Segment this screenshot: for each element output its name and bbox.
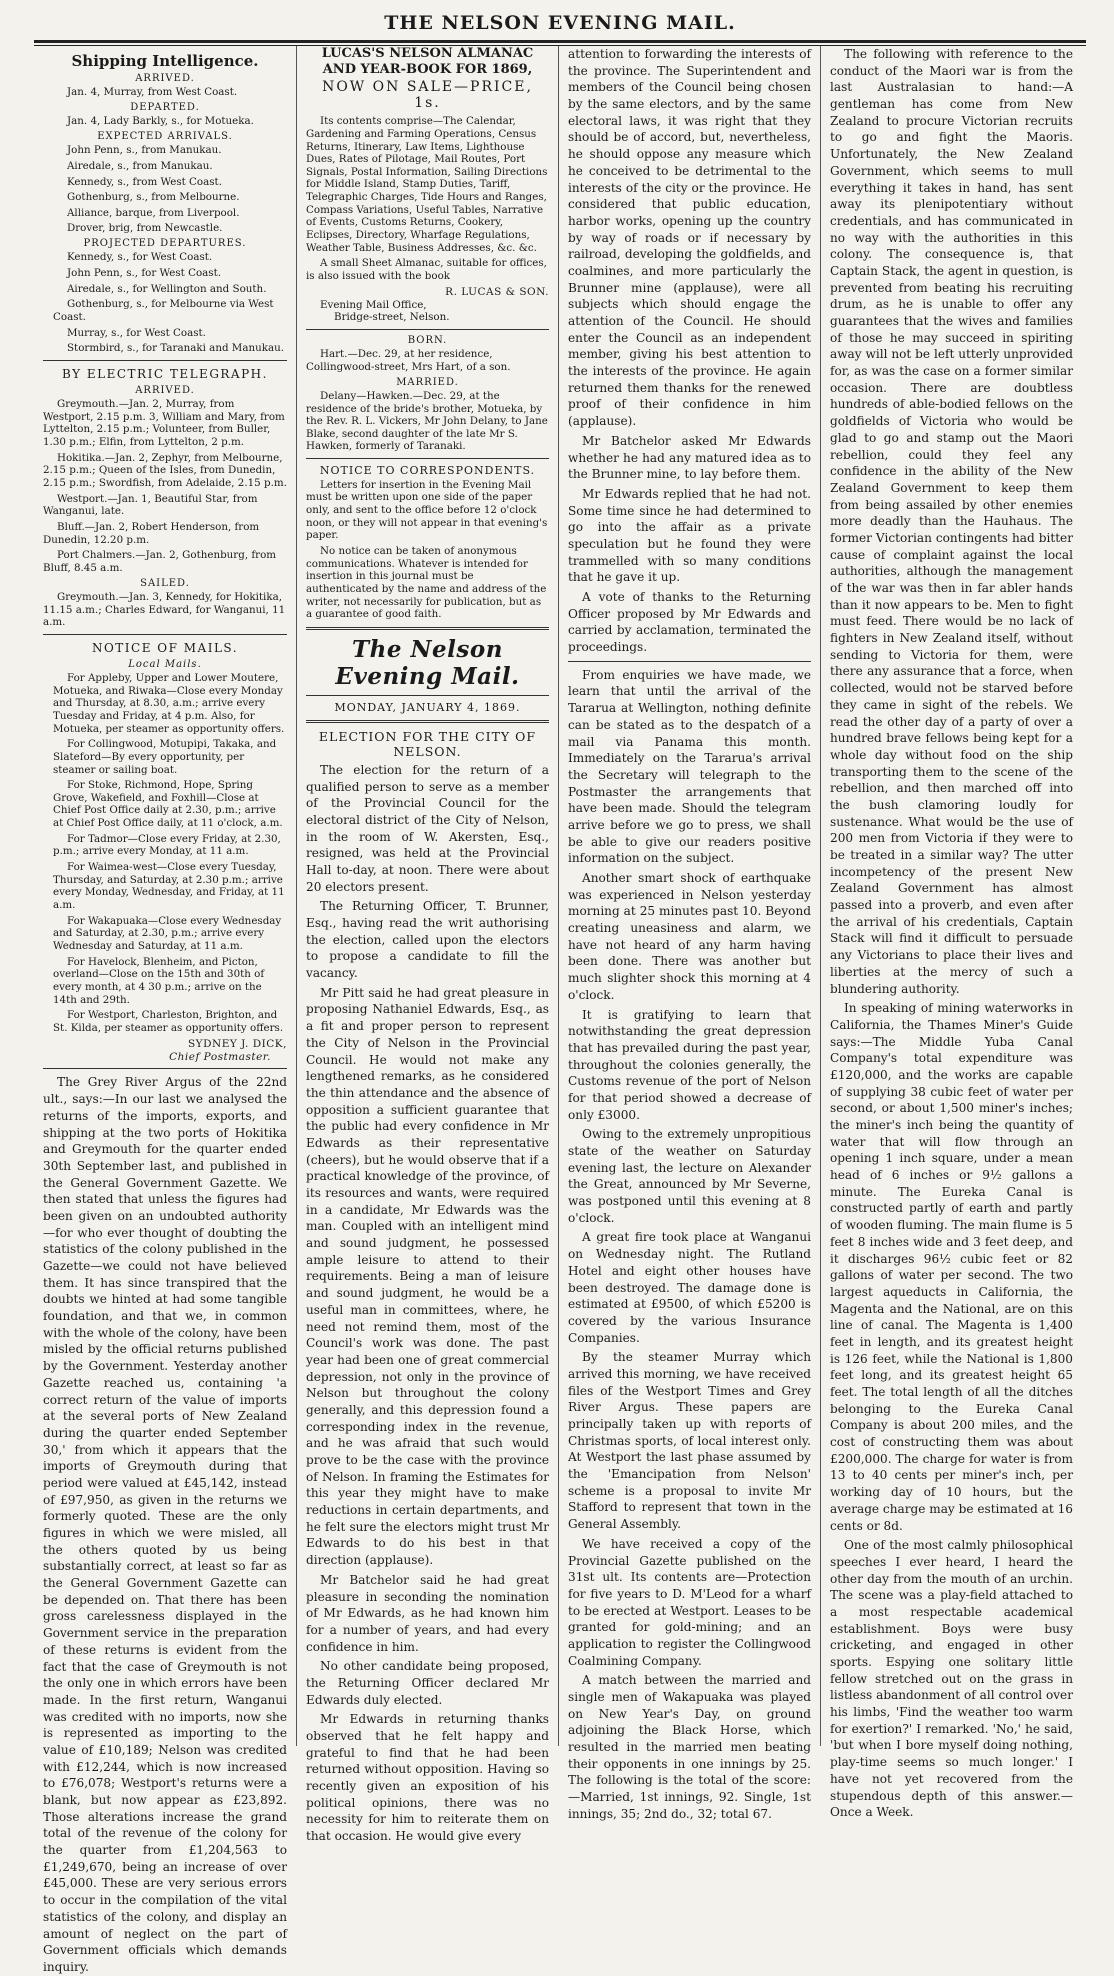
almanac-office: Evening Mail Office, xyxy=(320,298,427,311)
column-4 xyxy=(820,46,1082,1820)
list-item: Jan. 4, Lady Barkly, s., for Motueka. xyxy=(67,115,254,128)
arrived-heading: ARRIVED. xyxy=(135,73,195,84)
list-item: John Penn, s., for West Coast. xyxy=(67,267,221,280)
married-heading: MARRIED. xyxy=(396,376,459,388)
article-paragraph: Mr Batchelor asked Mr Edwards whether he had any matured idea as to the Brunner mine, to lay before them. xyxy=(568,433,811,482)
election-article xyxy=(306,762,549,1845)
list-item: Alliance, barque, from Liverpool. xyxy=(67,206,240,219)
telegraph-heading: BY ELECTRIC TELEGRAPH. xyxy=(62,367,268,382)
issue-date: MONDAY, JANUARY 4, 1869. xyxy=(334,700,521,714)
list-item: Hokitika.—Jan. 2, Zephyr, from Melbourne, 2.15 p.m.; Queen of the Isles, from Dunedin, 2.15 p.m.; Swordfish, from Adelaide, 2.15 p.m. xyxy=(43,451,287,490)
born-notice: Hart.—Dec. 29, at her residence, Collingwood-street, Mrs Hart, of a son. xyxy=(306,348,511,373)
article-paragraph: It is gratifying to learn that notwithstanding the great depression that has prevailed during the past year, throughout the colonies generally, the Customs revenue of the port of Nelson for that period showed a decrease of only £3000. xyxy=(568,1007,811,1122)
list-item: For Westport, Charleston, Brighton, and St. Kilda, per steamer as opportunity offers. xyxy=(53,1009,284,1034)
notices-block xyxy=(306,335,549,621)
election-continued xyxy=(568,46,811,656)
article-paragraph: One of the most calmly philosophical speeches I ever heard, I heard the other day from the mouth of an urchin. The scene was a play-field attached to a most respectable academical establishment. Boys were busy cricketing, and engaged in other sports. Espying one solitary little fellow stretched out on the grass in listless abandonment of all control over his limbs, 'Find the weather too warm for exertion?' I remarked. 'No,' he said, 'but when I bore myself doing nothing, play-time seems so much longer.' I have not yet recovered from the stupendous depth of this answer.—Once a Week. xyxy=(830,1538,1073,1820)
list-item: John Penn, s., from Manukau. xyxy=(67,144,222,157)
grey-river-article xyxy=(43,1074,287,1975)
correspondents-heading: NOTICE TO CORRESPONDENTS. xyxy=(319,464,536,478)
article-paragraph: In speaking of mining waterworks in California, the Thames Miner's Guide says:—The Middle Yuba Canal Company's total expenditure was £120,000, and the works are capable of supplying 38 cubic feet of water per second, or about 1,500 miner's inches; the miner's inch being the quantity of water that will flow through an opening 1 inch square, under a mean head of 6 inches or 9½ gallons a minute. The Eureka Canal is constructed partly of earth and partly of wooden fluming. The main flume is 5 feet 8 inches wide and 3 feet deep, and it discharges 96½ cubic feet or 82 gallons of water per second. The two largest aqueducts in California, the Magenta and the National, are on this line of canal. The Magenta is 1,400 feet in length, and its greatest height is 126 feet, while the National is 1,800 feet long, and its greatest height 65 feet. The total length of all the ditches belonging to the Eureka Canal Company is about 200 miles, and the cost of constructing them was about £200,000. The charge for water is from 13 to 40 cents per miner's inch, per working day of 10 hours, but the average charge may be estimated at 16 cents or 8d. xyxy=(830,1001,1074,1533)
article-paragraph: From enquiries we have made, we learn that until the arrival of the Tararua at Wellington, nothing definite can be stated as to the despatch of a mail via Panama this month. Immediately on the Tararua's arrival the Secretary will telegraph to the Postmaster the arrangements that have been made. Should the telegram arrive before we go to press, we shall be able to give our readers positive information on the subject. xyxy=(568,667,811,866)
list-item: Murray, s., for West Coast. xyxy=(67,326,206,339)
news-items xyxy=(568,667,811,1823)
list-item: For Wakapuaka—Close every Wednesday and Saturday, at 2.30, p.m.; arrive every Wednesday and Saturday, at 11 a.m. xyxy=(53,914,282,953)
list-item: For Havelock, Blenheim, and Picton, overland—Close on the 15th and 30th of every month, at 4 30 p.m.; arrive on the 14th and 29th. xyxy=(53,955,265,1006)
list-item: Stormbird, s., for Taranaki and Manukau. xyxy=(67,342,285,355)
article-paragraph: attention to forwarding the interests of the province. The Superintendent and members of the Council being chosen by the same electors, and by the same electoral laws, it was right that they should be of accord, but, nevertheless, he should oppose any measure which he conceived to be detrimental to the interests of the city or the province. He considered that public education, harbor works, opening up the country by way of roads or if necessary by railroad, developing the goldfields, and coalmines, and more particularly the Brunner mine (applause), were all subjects which should engage the attention of the Council. He should enter the Council as an independent member, giving his best attention to the interests of the province. He again returned them thanks for the renewed proof of their confidence in him (applause). xyxy=(568,47,811,429)
married-notice: Delany—Hawken.—Dec. 29, at the residence of the bride's brother, Motueka, by the Rev. R. L. Vickers, Mr John Delany, to Jane Blake, second daughter of the late Mr S. Hawken, formerly of Taranaki. xyxy=(306,389,548,453)
article-paragraph: The Returning Officer, T. Brunner, Esq., having read the writ authorising the election, called upon the electors to propose a candidate to fill the vacancy. xyxy=(306,899,549,981)
list-item: Bluff.—Jan. 2, Robert Henderson, from Dunedin, 12.20 p.m. xyxy=(43,520,260,546)
divider xyxy=(43,1068,287,1069)
divider xyxy=(306,329,549,330)
list-item: Greymouth.—Jan. 3, Kennedy, for Hokitika, 11.15 a.m.; Charles Edward, for Wanganui, 11 a.m. xyxy=(43,590,286,629)
mails-heading: NOTICE OF MAILS. xyxy=(91,640,239,655)
shipping-block xyxy=(43,73,287,1063)
divider xyxy=(306,627,549,630)
almanac-body: Its contents comprise—The Calendar, Gardening and Farming Operations, Census Returns, Itinerary, Law Items, Lighthouse Dues, Rates of Pilotage, Mail Routes, Port Signals, Postal Information, Sailing Directions for Middle Island, Stamp Duties, Tariff, Telegraphic Charges, Tide Hours and Ranges, Compass Variations, Useful Tables, Narrative of Events, Customs Returns, Cookery, Eclipses, Directory, Wharfage Regulations, Weather Table, Business Addresses, &c. &c. xyxy=(306,115,548,254)
divider xyxy=(43,360,287,361)
departed-heading: DEPARTED. xyxy=(130,101,200,113)
almanac-street: Bridge-street, Nelson. xyxy=(334,311,450,324)
article-paragraph: A match between the married and single men of Wakapuaka was played on New Year's Day, on ground adjoining the Black Horse, which resulted in the married men beating their opponents in one innings by 25. The following is the total of the score:—Married, 1st innings, 92. Single, 1st innings, 35; 2nd do., 32; total 67. xyxy=(568,1673,811,1821)
article-paragraph: Mr Batchelor said he had great pleasure in seconding the nomination of Mr Edwards, as he had known him for a number of years, and had every confidence in him. xyxy=(306,1572,549,1654)
correspondents-notice: No notice can be taken of anonymous communications. Whatever is intended for insertion in this journal must be authenticated by the name and address of the writer, not necessarily for publication, but as a guarantee of good faith. xyxy=(306,544,547,621)
divider xyxy=(306,720,549,723)
divider xyxy=(568,661,811,662)
almanac-small: A small Sheet Almanac, suitable for offices, is also issued with the book xyxy=(306,257,547,283)
column-4-articles xyxy=(830,46,1073,1821)
article-paragraph: We have received a copy of the Provincial Gazette published on the 31st ult. Its contents are—Protection for five years to D. M'Leod for a wharf to be erected at Westport. Leases to be granted for gold-mining; and an application to register the Collingwood Coalmining Company. xyxy=(568,1536,811,1668)
local-mails-heading: Local Mails. xyxy=(128,658,202,670)
article-paragraph: By the steamer Murray which arrived this morning, we have received files of the Westport Times and Grey River Argus. These papers are principally taken up with reports of Christmas sports, of local interest only. At Westport the last phase assumed by the 'Emancipation from Nelson' scheme is a proposal to invite Mr Stafford to represent that town in the General Assembly. xyxy=(568,1350,811,1532)
masthead: THE NELSON EVENING MAIL. xyxy=(384,12,736,34)
born-heading: BORN. xyxy=(407,334,448,346)
article-paragraph: The Grey River Argus of the 22nd ult., says:—In our last we analysed the returns of the imports, exports, and shipping at the two ports of Hokitika and Greymouth for the quarter ended 30th September last, and published in the General Government Gazette. We then stated that unless the figures had been given on an undoubted authority—for who ever thought of doubting the statistics of the colony published in the Gazette—we could not have believed them. It has since transpired that the doubts we hinted at had some tangible foundation, and that we, in common with the whole of the colony, have been misled by the official returns published by the Government. Yesterday another Gazette reached us, containing 'a correct return of the value of imports at the several ports of New Zealand during the quarter ended September 30,' from which it appears that the imports of Greymouth during that period were valued at £45,142, instead of £97,950, as given in the returns we formerly quoted. These are the only figures in which we were misled, all the others quoted by us being substantially correct, at least so far as the General Government Gazette can be depended on. That there has been gross carelessness displayed in the Government service in the preparation of these returns is evident from the fact that the case of Greymouth is not the only one in which errors have been made. In the first return, Wanganui was credited with no imports, now she is represented as importing to the value of £10,189; Nelson was credited with £12,244, which is now increased to £76,078; Westport's returns were a blank, but now appear as £23,892. Those alterations increase the grand total of the revenue of the colony for the quarter from £1,204,563 to £1,249,670, being an increase of over £45,000. These are very serious errors to occur in the compilation of the vital statistics of the colony, and display an amount of neglect on the part of Government officials which demands inquiry. xyxy=(43,1075,287,1974)
list-item: Airedale, s., for Wellington and South. xyxy=(67,282,267,295)
columns xyxy=(34,46,1086,1974)
almanac-block xyxy=(306,115,549,324)
list-item: Airedale, s., from Manukau. xyxy=(67,159,213,172)
paper-name: The Nelson Evening Mail. xyxy=(335,635,520,690)
divider xyxy=(306,458,549,459)
signature-title: Chief Postmaster. xyxy=(169,1050,271,1063)
column-3 xyxy=(558,46,820,1821)
tel-arrived-heading: ARRIVED. xyxy=(135,384,195,396)
article-paragraph: A vote of thanks to the Returning Officer proposed by Mr Edwards and carried by acclamation, terminated the proceedings. xyxy=(568,590,811,655)
article-paragraph: Mr Edwards replied that he had not. Some time since he had determined to go into the affair as a private speculation but he found they were trammelled with so many conditions that he gave it up. xyxy=(568,486,811,585)
list-item: Westport.—Jan. 1, Beautiful Star, from Wanganui, late. xyxy=(43,492,258,518)
expected-heading: EXPECTED ARRIVALS. xyxy=(97,130,233,142)
column-1 xyxy=(34,46,296,1974)
article-paragraph: A great fire took place at Wanganui on Wednesday night. The Rutland Hotel and eight other houses have been destroyed. The damage done is estimated at £9500, of which £5200 is covered by the various Insurance Companies. xyxy=(568,1230,811,1345)
almanac-sale: NOW ON SALE—PRICE, 1s. xyxy=(322,79,533,112)
article-paragraph: The election for the return of a qualified person to serve as a member of the Provincial Council for the electoral district of the City of Nelson, in the room of W. Akersten, Esq., resigned, was held at the Provincial Hall to-day, at noon. There were about 20 electors present. xyxy=(306,762,549,894)
list-item: Port Chalmers.—Jan. 2, Gothenburg, from Bluff, 8.45 a.m. xyxy=(43,549,277,574)
list-item: Kennedy, s., from West Coast. xyxy=(67,175,222,188)
article-paragraph: Another smart shock of earthquake was experienced in Nelson yesterday morning at 25 minutes past 10. Beyond creating uneasiness and alarm, we have not heard of any harm having been done. There was another but much slighter shock this morning at 4 o'clock. xyxy=(568,871,811,1002)
article-paragraph: No other candidate being proposed, the Returning Officer declared Mr Edwards duly elected. xyxy=(306,1659,549,1707)
list-item: Gothenburg, s., for Melbourne via West Coast. xyxy=(53,298,274,324)
divider xyxy=(43,634,287,635)
list-item: Drover, brig, from Newcastle. xyxy=(67,222,223,235)
projected-heading: PROJECTED DEPARTURES. xyxy=(83,238,247,250)
list-item: For Appleby, Upper and Lower Moutere, Motueka, and Riwaka—Close every Monday and Thursday, at 8.30, a.m.; arrive every Tuesday and Friday, at 4 p.m. Also, for Motueka, per steamer as opportunity offers. xyxy=(53,671,285,735)
list-item: For Waimea-west—Close every Tuesday, Thursday, and Saturday, at 2.30 p.m.; arrive every Monday, Wednesday, and Friday, at 11 a.m. xyxy=(53,861,285,912)
signature-name: SYDNEY J. DICK, xyxy=(187,1037,287,1050)
column-2 xyxy=(296,46,558,1844)
masthead-rule xyxy=(34,40,1086,43)
list-item: For Collingwood, Motupipi, Takaka, and Slateford—By every opportunity, per steamer or sailing boat. xyxy=(53,738,277,776)
article-paragraph: Mr Edwards in returning thanks observed that he felt happy and grateful to find that he had been returned without opposition. Having so recently given an exposition of his political opinions, there was no necessity for him to reiterate them on that occasion. He would give every xyxy=(306,1712,549,1844)
almanac-signature: R. LUCAS & SON. xyxy=(445,285,549,298)
election-heading: ELECTION FOR THE CITY OF NELSON. xyxy=(318,728,537,759)
list-item: For Tadmor—Close every Friday, at 2.30, p.m.; arrive every Monday, at 11 a.m. xyxy=(53,832,281,858)
almanac-title: LUCAS'S NELSON ALMANAC AND YEAR-BOOK FOR 1869, xyxy=(321,46,534,77)
list-item: For Stoke, Richmond, Hope, Spring Grove, Wakefield, and Foxhill—Close at Chief Post Office daily at 2.30, p.m.; arrive at Chief Post Office daily, at 11 o'clock, a.m. xyxy=(53,779,283,830)
list-item: Kennedy, s., for West Coast. xyxy=(67,251,213,264)
list-item: Gothenburg, s., from Melbourne. xyxy=(67,191,240,204)
divider xyxy=(306,695,549,696)
correspondents-notice: Letters for insertion in the Evening Mail must be written upon one side of the paper only, and sent to the office before 12 o'clock noon, or they will not appear in that evening's paper. xyxy=(306,478,548,542)
tel-sailed-heading: SAILED. xyxy=(140,577,190,589)
list-item: Jan. 4, Murray, from West Coast. xyxy=(67,86,238,99)
list-item: Greymouth.—Jan. 2, Murray, from Westport, 2.15 p.m. 3, William and Mary, from Lyttelton, 2.15 p.m.; Volunteer, from Buller, 1.30 p.m.; Elfin, from Lyttelton, 2 p.m. xyxy=(43,398,285,449)
article-paragraph: Owing to the extremely unpropitious state of the weather on Saturday evening last, the lecture on Alexander the Great, announced by Mr Severne, was postponed until this evening at 8 o'clock. xyxy=(568,1127,811,1225)
article-paragraph: The following with reference to the conduct of the Maori war is from the last Australasian to hand:—A gentleman has come from New Zealand to procure Victorian recruits to go and fight the Maoris. Unfortunately, the New Zealand Government, which seems to mull everything it takes in hand, has sent away its plenipotentiary without credentials, and has communicated in no way with the authorities in this colony. The consequence is, that Captain Stack, the agent in question, is prevented from beating his recruiting drum, as he is unable to offer any guarantees that the wives and families of those he may succeed in spiriting away will not be left utterly unprovided for, as was the case on a former similar occasion. There are doubtless hundreds of able-bodied fellows on the goldfields of Victoria who would be glad to go and stamp out the Maori rebellion, could they feel any confidence in the ability of the New Zealand Government to keep them from being assailed by other enemies more deadly than the Hauhaus. The former Victorian contingents had bitter cause of complaint against the local authorities, although the management of the war was then in far abler hands than it now appears to be. Men to fight must feed. There would be no lack of fighters in New Zealand itself, without sending to Victoria for them, were there any assurance that a force, when collected, would not be starved before they came in sight of the rebels. We read the other day of a party of over a hundred brave fellows being kept for a whole day without food on the ship transporting them to the scene of the rebellion, and then marched off into the bush clamoring loudly for sustenance. What would be the use of 200 men from Victoria if they were to be treated in a similar way? The utter incompetency of the present New Zealand Government has almost passed into a proverb, and even after the arrival of his credentials, Captain Stack will find it difficult to persuade any Victorians to place their lives and liberties at the mercy of such a blundering authority. xyxy=(830,47,1073,996)
article-paragraph: Mr Pitt said he had great pleasure in proposing Nathaniel Edwards, Esq., as a fit and proper person to represent the City of Nelson in the Provincial Council. He would not make any lengthened remarks, as he considered the thin attendance and the absence of opposition a sufficient guarantee that the public had every confidence in Mr Edwards as their representative (cheers), but he would observe that if a practical knowledge of the province, of its resources and wants, were required in a candidate, Mr Edwards was the man. Coupled with an intelligent mind and sound judgment, he possessed ample leisure to attend to their requirements. Being a man of leisure and sound judgment, he would be a useful man in committees, where, he need not remind them, most of the Council's work was done. The past year had been one of great commercial depression, not only in the province of Nelson but throughout the colony generally, and this depression found a corresponding index in the revenue, and he was afraid that such would prove to be the case with the province of Nelson. In framing the Estimates for this year they might have to make reductions in certain departments, and he felt sure the electors might trust Mr Edwards to do his best in that direction (applause). xyxy=(306,985,549,1568)
shipping-title: Shipping Intelligence. xyxy=(71,52,259,70)
